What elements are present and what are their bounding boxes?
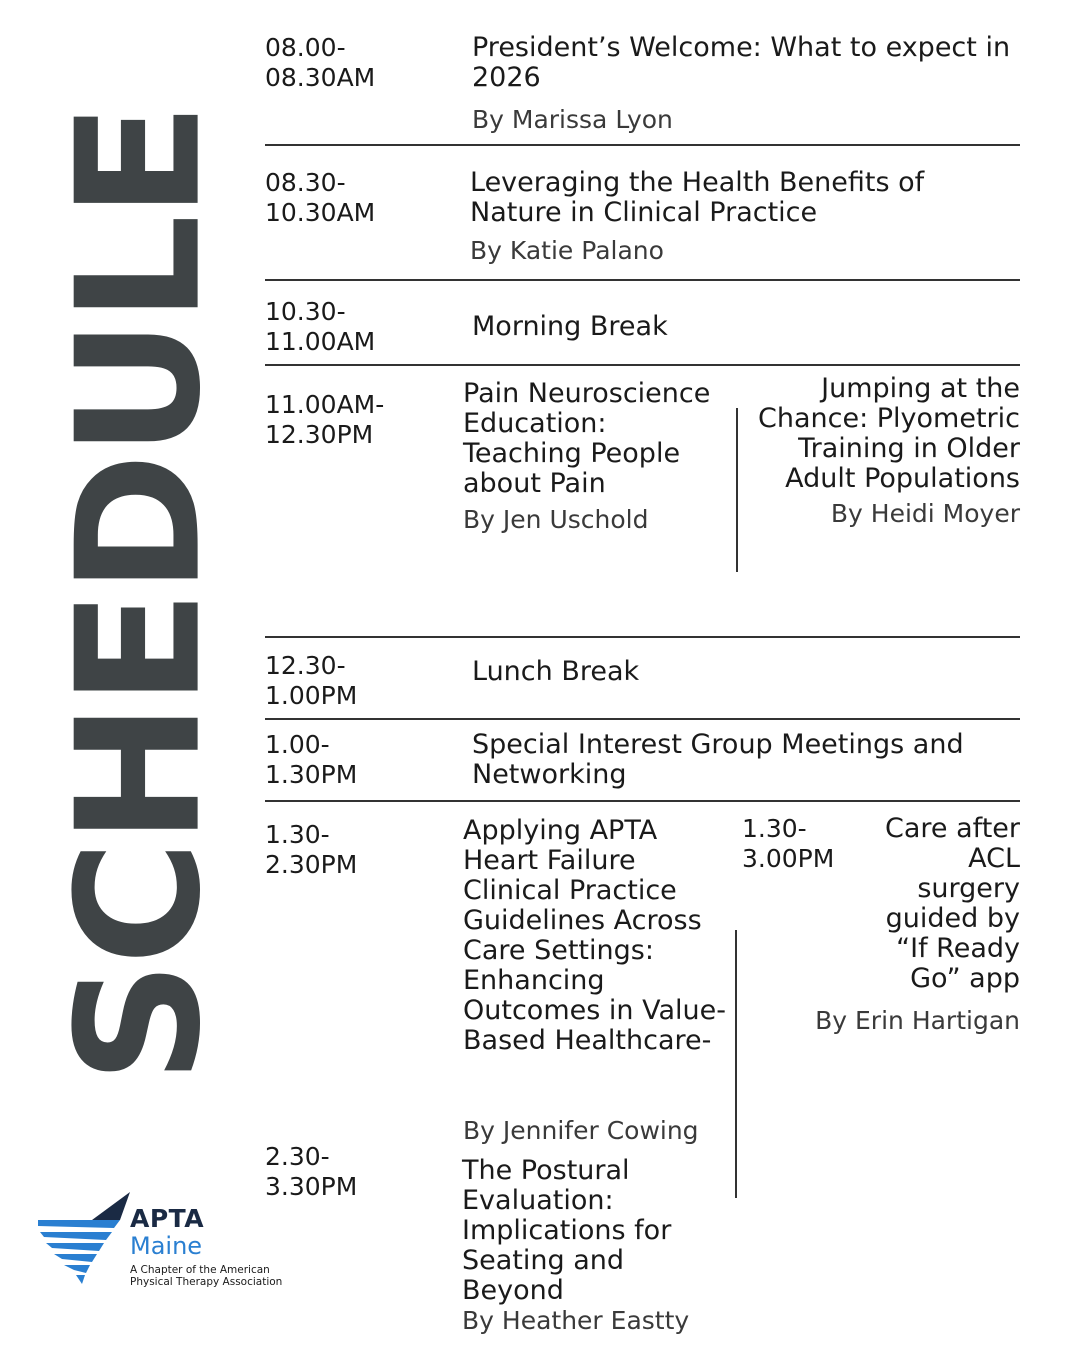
session-7-time: 1.30- 2.30PM xyxy=(265,820,358,879)
session-2-speaker: By Katie Palano xyxy=(470,236,664,265)
session-8-time: 2.30- 3.30PM xyxy=(265,1142,358,1201)
session-3-title: Morning Break xyxy=(472,311,668,342)
session-4-right-speaker: By Heidi Moyer xyxy=(830,499,1020,528)
apta-stripes-logo-icon xyxy=(30,1190,130,1290)
session-5-title: Lunch Break xyxy=(472,656,640,687)
session-6-title: Special Interest Group Meetings and Networking xyxy=(472,729,964,790)
session-7-right-title: Care after ACL surgery guided by “If Ready Go” app xyxy=(885,813,1020,994)
column-divider xyxy=(735,930,737,1198)
session-4-left-title: Pain Neuroscience Education: Teaching People about Pain xyxy=(463,378,711,499)
apta-maine-logo xyxy=(30,1190,290,1290)
session-3-time: 10.30- 11.00AM xyxy=(265,297,376,356)
session-4-left-speaker: By Jen Uschold xyxy=(463,505,649,534)
session-4-time: 11.00AM- 12.30PM xyxy=(265,390,385,449)
divider xyxy=(265,636,1020,638)
divider xyxy=(265,144,1020,146)
divider xyxy=(265,800,1020,802)
session-2-time: 08.30- 10.30AM xyxy=(265,168,376,227)
schedule-vertical-title xyxy=(41,30,239,1160)
session-7-right-speaker: By Erin Hartigan xyxy=(815,1006,1020,1035)
session-4-right-title: Jumping at the Chance: Plyometric Training in Older Adult Populations xyxy=(758,373,1020,494)
session-7-left-title: Applying APTA Heart Failure Clinical Practice Guidelines Across Care Settings: Enhancing Outcomes in Value-Based Healthcare- xyxy=(463,815,726,1056)
divider xyxy=(265,718,1020,720)
session-1-title: President’s Welcome: What to expect in 2026 xyxy=(472,32,1011,93)
session-1-time: 08.00- 08.30AM xyxy=(265,33,376,92)
schedule-title-text: SCHEDULE xyxy=(41,106,239,1084)
column-divider xyxy=(736,408,738,572)
logo-wordmark: APTA xyxy=(130,1204,205,1233)
divider xyxy=(265,279,1020,281)
session-2-title: Leveraging the Health Benefits of Nature in Clinical Practice xyxy=(470,167,925,228)
divider xyxy=(265,364,1020,366)
session-7-left-speaker: By Jennifer Cowing xyxy=(463,1116,699,1145)
session-7-right-time: 1.30- 3.00PM xyxy=(742,814,835,873)
session-6-time: 1.00- 1.30PM xyxy=(265,730,358,789)
logo-chapter: Maine xyxy=(130,1232,203,1260)
session-8-speaker: By Heather Eastty xyxy=(462,1306,690,1335)
logo-tagline: A Chapter of the American Physical Therapy Association xyxy=(130,1264,283,1288)
session-8-title: The Postural Evaluation: Implications for Seating and Beyond xyxy=(462,1155,672,1306)
session-1-speaker: By Marissa Lyon xyxy=(472,105,673,134)
session-5-time: 12.30- 1.00PM xyxy=(265,651,358,710)
